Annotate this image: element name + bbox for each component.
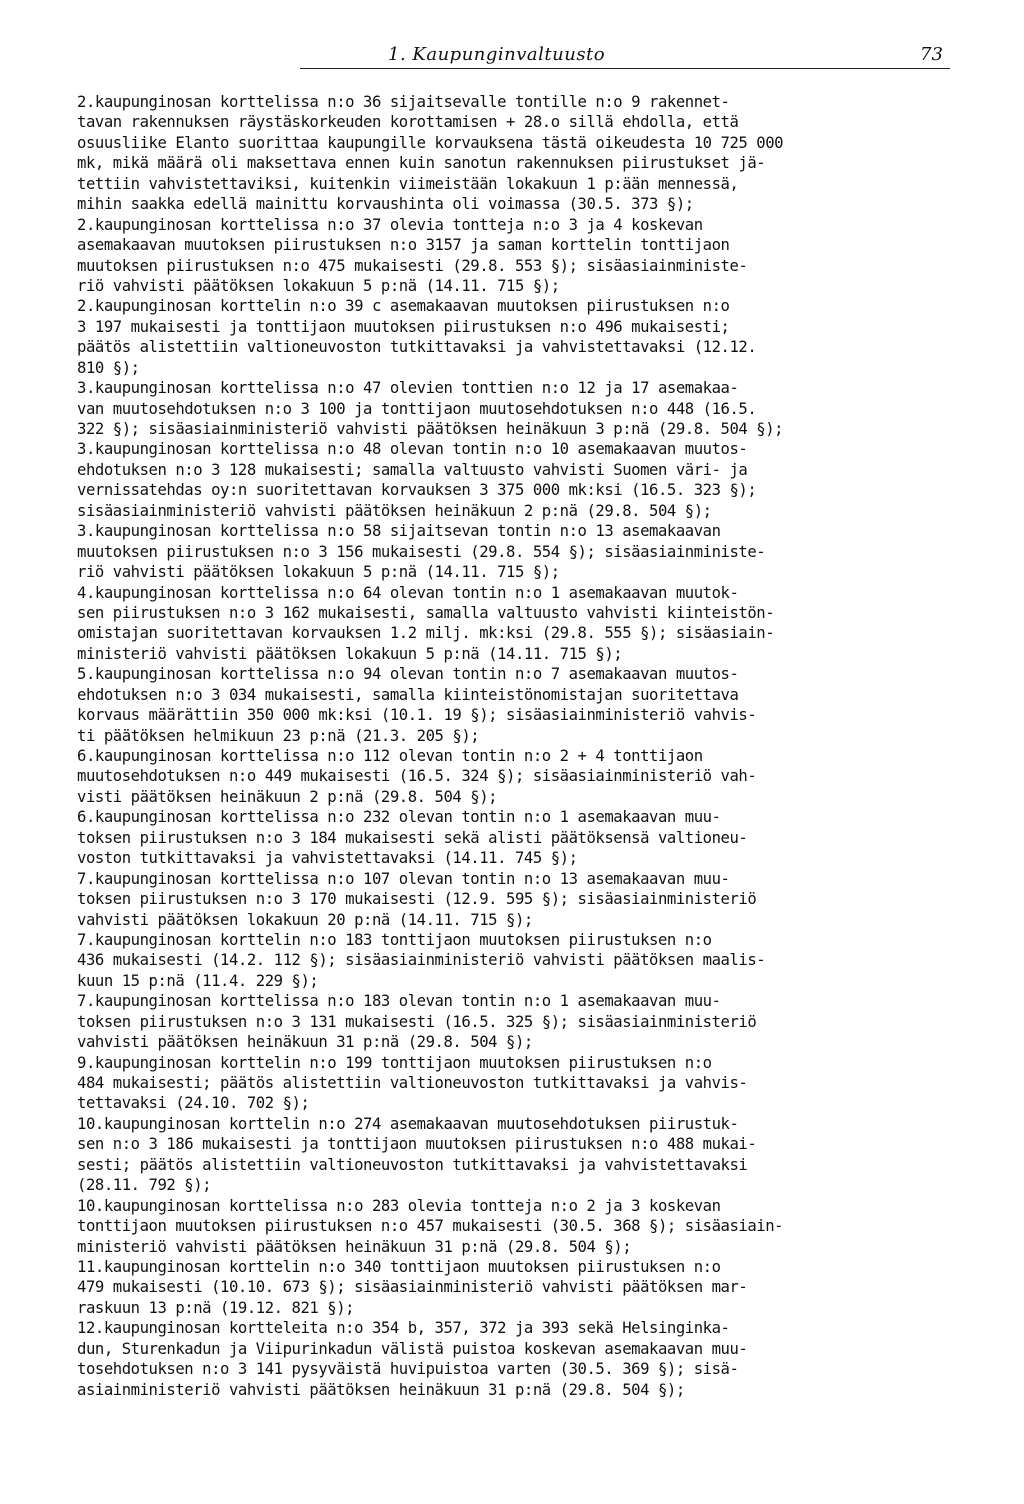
decision-entry bbox=[77, 296, 982, 378]
text-line: 3.kaupunginosan korttelissa n:o 48 olevan tontin n:o 10 asemakaavan muutos- bbox=[77, 440, 748, 459]
text-line: 2.kaupunginosan korttelin n:o 39 c asemakaavan muutoksen piirustuksen n:o bbox=[77, 297, 730, 316]
text-line: 322 §); sisäasiainministeriö vahvisti päätöksen heinäkuun 3 p:nä (29.8. 504 §); bbox=[77, 420, 784, 438]
text-line: vahvisti päätöksen heinäkuun 31 p:nä (29.8. 504 §); bbox=[77, 1033, 533, 1052]
text-line: toksen piirustuksen n:o 3 170 mukaisesti (12.9. 595 §); sisäasiainministeriö bbox=[77, 890, 757, 909]
text-line: dun, Sturenkadun ja Viipurinkadun välistä puistoa koskevan asemakaavan muu- bbox=[77, 1339, 748, 1358]
text-line: van muutosehdotuksen n:o 3 100 ja tonttijaon muutosehdotuksen n:o 448 (16.5. bbox=[77, 399, 757, 418]
text-line: muutosehdotuksen n:o 449 mukaisesti (16.5. 324 §); sisäasiainministeriö vah- bbox=[77, 767, 757, 786]
text-line: mihin saakka edellä mainittu korvaushinta oli voimassa (30.5. 373 §); bbox=[77, 195, 694, 214]
text-line: tavan rakennuksen räystäskorkeuden korottamisen + 28.o sillä ehdolla, että bbox=[77, 113, 739, 132]
text-line: tosehdotuksen n:o 3 141 pysyväistä huvipuistoa varten (30.5. 369 §); sisä- bbox=[77, 1360, 739, 1379]
text-line: muutoksen piirustuksen n:o 475 mukaisesti (29.8. 553 §); sisäasiainministe- bbox=[77, 256, 748, 275]
text-line: voston tutkittavaksi ja vahvistettavaksi (14.11. 745 §); bbox=[77, 849, 578, 868]
text-line: muutoksen piirustuksen n:o 3 156 mukaisesti (29.8. 554 §); sisäasiainministe- bbox=[77, 542, 766, 561]
decision-entry bbox=[77, 664, 982, 746]
text-line: toksen piirustuksen n:o 3 131 mukaisesti (16.5. 325 §); sisäasiainministeriö bbox=[77, 1012, 757, 1031]
text-line: 479 mukaisesti (10.10. 673 §); sisäasiainministeriö vahvisti päätöksen mar- bbox=[77, 1278, 748, 1297]
text-line: päätös alistettiin valtioneuvoston tutkittavaksi ja vahvistettavaksi (12.12. bbox=[77, 338, 757, 357]
document-body bbox=[77, 92, 982, 1400]
text-line: 9.kaupunginosan korttelin n:o 199 tonttijaon muutoksen piirustuksen n:o bbox=[77, 1053, 712, 1072]
text-line: osuusliike Elanto suorittaa kaupungille korvauksena tästä oikeudesta 10 725 000 bbox=[77, 133, 784, 152]
text-line: riö vahvisti päätöksen lokakuun 5 p:nä (14.11. 715 §); bbox=[77, 276, 560, 295]
text-line: ehdotuksen n:o 3 128 mukaisesti; samalla valtuusto vahvisti Suomen väri- ja bbox=[77, 460, 748, 479]
text-line: sisäasiainministeriö vahvisti päätöksen heinäkuun 2 p:nä (29.8. 504 §); bbox=[77, 501, 712, 520]
decision-entry bbox=[77, 1053, 982, 1114]
text-line: ministeriö vahvisti päätöksen heinäkuun 31 p:nä (29.8. 504 §); bbox=[77, 1237, 632, 1256]
text-line: 4.kaupunginosan korttelissa n:o 64 olevan tontin n:o 1 asemakaavan muutok- bbox=[77, 583, 739, 602]
text-line: sesti; päätös alistettiin valtioneuvoston tutkittavaksi ja vahvistettavaksi bbox=[77, 1155, 748, 1174]
text-line: sen piirustuksen n:o 3 162 mukaisesti, samalla valtuusto vahvisti kiinteistön- bbox=[77, 603, 775, 622]
text-line: ehdotuksen n:o 3 034 mukaisesti, samalla kiinteistönomistajan suoritettava bbox=[77, 685, 739, 704]
text-line: 484 mukaisesti; päätös alistettiin valtioneuvoston tutkittavaksi ja vahvis- bbox=[77, 1074, 748, 1092]
decision-entry bbox=[77, 439, 982, 521]
text-line: ti päätöksen helmikuun 23 p:nä (21.3. 205 §); bbox=[77, 726, 480, 745]
text-line: 12.kaupunginosan kortteleita n:o 354 b, 357, 372 ja 393 sekä Helsinginka- bbox=[77, 1319, 730, 1338]
text-line: sen n:o 3 186 mukaisesti ja tonttijaon muutoksen piirustuksen n:o 488 mukai- bbox=[77, 1135, 757, 1154]
decision-entry bbox=[77, 583, 982, 665]
text-line: 10.kaupunginosan korttelissa n:o 283 olevia tontteja n:o 2 ja 3 koskevan bbox=[77, 1196, 721, 1215]
text-line: ministeriö vahvisti päätöksen lokakuun 5 p:nä (14.11. 715 §); bbox=[77, 644, 623, 663]
text-line: 7.kaupunginosan korttelissa n:o 183 olevan tontin n:o 1 asemakaavan muu- bbox=[77, 992, 721, 1011]
decision-entry bbox=[77, 1114, 982, 1196]
text-line: 11.kaupunginosan korttelin n:o 340 tonttijaon muutoksen piirustuksen n:o bbox=[77, 1257, 721, 1276]
decision-entry bbox=[77, 991, 982, 1052]
running-title: 1. Kaupunginvaltuusto bbox=[388, 44, 606, 65]
decision-entry bbox=[77, 1318, 982, 1400]
text-line: toksen piirustuksen n:o 3 184 mukaisesti sekä alisti päätöksensä valtioneu- bbox=[77, 828, 748, 847]
text-line: raskuun 13 p:nä (19.12. 821 §); bbox=[77, 1298, 355, 1317]
decision-entry bbox=[77, 930, 982, 991]
text-line: mk, mikä määrä oli maksettava ennen kuin sanotun rakennuksen piirustukset jä- bbox=[77, 154, 766, 173]
decision-entry bbox=[77, 1257, 982, 1318]
text-line: tettavaksi (24.10. 702 §); bbox=[77, 1094, 310, 1113]
text-line: 3.kaupunginosan korttelissa n:o 47 olevien tonttien n:o 12 ja 17 asemakaa- bbox=[77, 379, 739, 398]
text-line: tettiin vahvistettaviksi, kuitenkin viimeistään lokakuun 1 p:ään mennessä, bbox=[77, 174, 739, 193]
page-header bbox=[0, 44, 1024, 70]
text-line: 7.kaupunginosan korttelin n:o 183 tonttijaon muutoksen piirustuksen n:o bbox=[77, 930, 712, 949]
decision-entry bbox=[77, 378, 982, 439]
decision-entry bbox=[77, 869, 982, 930]
text-line: vahvisti päätöksen lokakuun 20 p:nä (14.11. 715 §); bbox=[77, 910, 533, 929]
text-line: korvaus määrättiin 350 000 mk:ksi (10.1. 19 §); sisäasiainministeriö vahvis- bbox=[77, 706, 757, 725]
text-line: 436 mukaisesti (14.2. 112 §); sisäasiainministeriö vahvisti päätöksen maalis- bbox=[77, 951, 766, 970]
text-line: omistajan suoritettavan korvauksen 1.2 milj. mk:ksi (29.8. 555 §); sisäasiain- bbox=[77, 624, 775, 643]
text-line: 10.kaupunginosan korttelin n:o 274 asemakaavan muutosehdotuksen piirustuk- bbox=[77, 1114, 739, 1133]
text-line: 3 197 mukaisesti ja tonttijaon muutoksen piirustuksen n:o 496 mukaisesti; bbox=[77, 317, 730, 336]
text-line: 810 §); bbox=[77, 358, 140, 377]
text-line: asiainministeriö vahvisti päätöksen heinäkuun 31 p:nä (29.8. 504 §); bbox=[77, 1380, 685, 1399]
text-line: (28.11. 792 §); bbox=[77, 1176, 212, 1195]
text-line: 3.kaupunginosan korttelissa n:o 58 sijaitsevan tontin n:o 13 asemakaavan bbox=[77, 522, 721, 541]
decision-entry bbox=[77, 92, 982, 215]
decision-entry bbox=[77, 746, 982, 807]
text-line: kuun 15 p:nä (11.4. 229 §); bbox=[77, 971, 319, 990]
text-line: visti päätöksen heinäkuun 2 p:nä (29.8. 504 §); bbox=[77, 787, 498, 806]
text-line: riö vahvisti päätöksen lokakuun 5 p:nä (14.11. 715 §); bbox=[77, 563, 560, 582]
decision-entry bbox=[77, 215, 982, 297]
decision-entry bbox=[77, 1196, 982, 1257]
text-line: 6.kaupunginosan korttelissa n:o 112 olevan tontin n:o 2 + 4 tonttijaon bbox=[77, 747, 703, 765]
text-line: 2.kaupunginosan korttelissa n:o 37 olevia tontteja n:o 3 ja 4 koskevan bbox=[77, 215, 703, 234]
decision-entry bbox=[77, 807, 982, 868]
text-line: asemakaavan muutoksen piirustuksen n:o 3157 ja saman korttelin tonttijaon bbox=[77, 236, 730, 255]
text-line: vernissatehdas oy:n suoritettavan korvauksen 3 375 000 mk:ksi (16.5. 323 §); bbox=[77, 481, 757, 500]
text-line: 5.kaupunginosan korttelissa n:o 94 olevan tontin n:o 7 asemakaavan muutos- bbox=[77, 665, 739, 684]
text-line: 7.kaupunginosan korttelissa n:o 107 olevan tontin n:o 13 asemakaavan muu- bbox=[77, 869, 730, 888]
header-rule bbox=[300, 68, 950, 69]
text-line: 6.kaupunginosan korttelissa n:o 232 olevan tontin n:o 1 asemakaavan muu- bbox=[77, 808, 721, 827]
text-line: 2.kaupunginosan korttelissa n:o 36 sijaitsevalle tontille n:o 9 rakennet- bbox=[77, 93, 730, 111]
decision-entry bbox=[77, 521, 982, 582]
page-number: 73 bbox=[920, 44, 943, 65]
text-line: tonttijaon muutoksen piirustuksen n:o 457 mukaisesti (30.5. 368 §); sisäasiain- bbox=[77, 1217, 784, 1236]
